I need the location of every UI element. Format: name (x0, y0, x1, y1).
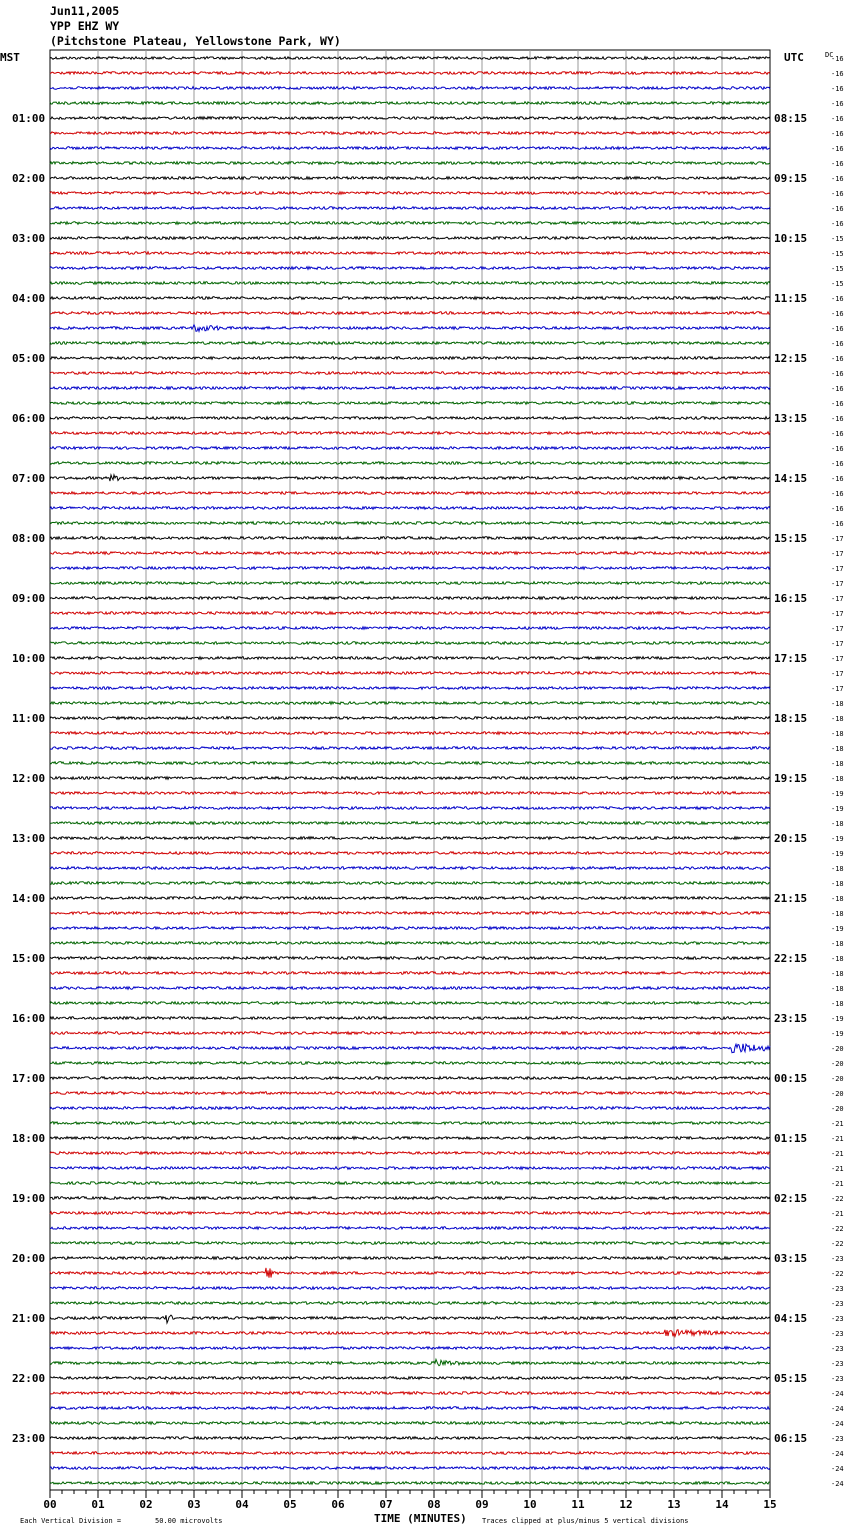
dc-offset-label: -15 (831, 265, 844, 273)
seismic-trace (50, 702, 770, 705)
dc-offset-label: -16 (831, 205, 844, 213)
dc-offset-label: -22 (831, 1270, 844, 1278)
dc-offset-label: -16 (831, 175, 844, 183)
mst-hour-label: 20:00 (12, 1252, 46, 1265)
dc-offset-label: -21 (831, 1165, 844, 1173)
utc-hour-label: 11:15 (774, 292, 808, 305)
dc-offset-label: -23 (831, 1375, 844, 1383)
dc-offset-labels (831, 55, 844, 1488)
mst-hour-labels (12, 112, 45, 1445)
dc-offset-label: -24 (831, 1420, 844, 1428)
dc-offset-label: -16 (831, 160, 844, 168)
dc-offset-label: -15 (831, 235, 844, 243)
seismic-trace (50, 282, 770, 285)
seismic-trace (50, 732, 770, 735)
seismic-trace (50, 1152, 770, 1155)
footer-scale-label: Each Vertical Division = (20, 1517, 122, 1525)
dc-offset-label: -16 (831, 115, 844, 123)
seismic-trace (50, 852, 770, 855)
x-tick-label: 08 (427, 1498, 441, 1511)
dc-offset-label: -16 (831, 325, 844, 333)
seismic-trace (50, 597, 770, 600)
dc-offset-label: -16 (831, 100, 844, 108)
x-tick-label: 15 (763, 1498, 777, 1511)
dc-offset-label: -24 (831, 1405, 844, 1413)
mst-hour-label: 18:00 (12, 1132, 46, 1145)
mst-hour-label: 05:00 (12, 352, 46, 365)
seismic-trace (50, 417, 770, 420)
seismic-trace (50, 1122, 770, 1125)
dc-offset-label: -23 (831, 1315, 844, 1323)
seismic-trace (50, 102, 770, 105)
x-tick-label: 01 (91, 1498, 105, 1511)
dc-offset-label: -18 (831, 955, 844, 963)
dc-offset-label: -16 (831, 355, 844, 363)
utc-hour-label: 23:15 (774, 1012, 808, 1025)
utc-hour-label: 05:15 (774, 1372, 808, 1385)
seismic-trace (50, 1377, 770, 1380)
dc-offset-label: -18 (831, 865, 844, 873)
dc-offset-label: -19 (831, 835, 844, 843)
dc-offset-label: -18 (831, 970, 844, 978)
utc-hour-label: 08:15 (774, 112, 808, 125)
mst-hour-label: 03:00 (12, 232, 46, 245)
seismic-trace (50, 507, 770, 510)
seismic-trace (50, 325, 770, 332)
dc-offset-label: -17 (831, 550, 844, 558)
seismic-trace (50, 957, 770, 960)
dc-offset-label: -16 (831, 445, 844, 453)
x-tick-label: 11 (571, 1498, 585, 1511)
dc-offset-label: -22 (831, 1195, 844, 1203)
dc-offset-label: -19 (831, 790, 844, 798)
dc-label: DC (825, 51, 834, 59)
seismic-trace (50, 462, 770, 465)
dc-offset-label: -18 (831, 760, 844, 768)
mst-hour-label: 09:00 (12, 592, 46, 605)
seismic-trace (50, 402, 770, 405)
x-tick-label: 07 (379, 1498, 393, 1511)
dc-offset-label: -23 (831, 1255, 844, 1263)
seismic-trace (50, 1002, 770, 1005)
seismic-trace (50, 1359, 770, 1365)
seismic-trace (50, 387, 770, 390)
dc-offset-label: -19 (831, 925, 844, 933)
seismic-trace (50, 1197, 770, 1200)
seismic-trace (50, 657, 770, 660)
dc-offset-label: -24 (831, 1390, 844, 1398)
dc-offset-label: -16 (831, 55, 844, 63)
dc-offset-label: -18 (831, 745, 844, 753)
mst-hour-label: 22:00 (12, 1372, 46, 1385)
mst-hour-label: 16:00 (12, 1012, 46, 1025)
utc-hour-labels (774, 112, 807, 1445)
dc-offset-label: -24 (831, 1465, 844, 1473)
dc-offset-label: -16 (831, 85, 844, 93)
seismic-trace (50, 537, 770, 540)
x-axis-title: TIME (MINUTES) (374, 1512, 467, 1525)
seismic-trace (50, 912, 770, 915)
dc-offset-label: -16 (831, 385, 844, 393)
x-axis (43, 1490, 776, 1511)
dc-offset-label: -18 (831, 1000, 844, 1008)
dc-offset-label: -16 (831, 505, 844, 513)
seismic-trace (50, 1407, 770, 1410)
mst-hour-label: 02:00 (12, 172, 46, 185)
dc-offset-label: -17 (831, 655, 844, 663)
seismic-trace (50, 207, 770, 210)
seismic-trace (50, 1182, 770, 1185)
utc-hour-label: 02:15 (774, 1192, 808, 1205)
dc-offset-label: -23 (831, 1330, 844, 1338)
dc-offset-label: -16 (831, 340, 844, 348)
seismic-trace (50, 867, 770, 870)
mst-hour-label: 14:00 (12, 892, 46, 905)
dc-offset-label: -18 (831, 730, 844, 738)
x-tick-label: 10 (523, 1498, 537, 1511)
seismic-trace (50, 312, 770, 315)
seismic-trace (50, 747, 770, 750)
seismic-trace (50, 582, 770, 585)
dc-offset-label: -17 (831, 580, 844, 588)
chart-date: Jun11,2005 (50, 4, 120, 18)
seismic-trace (50, 87, 770, 90)
seismic-trace (50, 1062, 770, 1065)
dc-offset-label: -17 (831, 535, 844, 543)
dc-offset-label: -19 (831, 850, 844, 858)
dc-offset-label: -18 (831, 700, 844, 708)
dc-offset-label: -17 (831, 670, 844, 678)
seismic-trace (50, 1107, 770, 1110)
dc-offset-label: -16 (831, 415, 844, 423)
seismic-trace (50, 117, 770, 120)
dc-offset-label: -17 (831, 610, 844, 618)
mst-hour-label: 07:00 (12, 472, 46, 485)
seismic-trace (50, 1257, 770, 1260)
seismic-trace (50, 252, 770, 255)
seismic-trace (50, 642, 770, 645)
seismic-trace (50, 1422, 770, 1425)
dc-offset-label: -16 (831, 295, 844, 303)
mst-hour-label: 04:00 (12, 292, 46, 305)
dc-offset-label: -16 (831, 490, 844, 498)
seismic-traces (50, 57, 770, 1485)
seismic-trace (50, 1137, 770, 1140)
utc-hour-label: 13:15 (774, 412, 808, 425)
seismic-trace (50, 927, 770, 930)
seismic-trace (50, 192, 770, 195)
seismic-trace (50, 237, 770, 240)
dc-offset-label: -19 (831, 1030, 844, 1038)
utc-hour-label: 09:15 (774, 172, 808, 185)
mst-hour-label: 12:00 (12, 772, 46, 785)
utc-hour-label: 19:15 (774, 772, 808, 785)
dc-offset-label: -20 (831, 1075, 844, 1083)
seismic-trace (50, 162, 770, 165)
mst-hour-label: 13:00 (12, 832, 46, 845)
dc-offset-label: -22 (831, 1240, 844, 1248)
dc-offset-label: -23 (831, 1435, 844, 1443)
dc-offset-label: -21 (831, 1180, 844, 1188)
seismic-trace (50, 612, 770, 615)
utc-hour-label: 18:15 (774, 712, 808, 725)
seismic-trace (50, 822, 770, 825)
seismic-trace (50, 492, 770, 495)
dc-offset-label: -24 (831, 1450, 844, 1458)
x-tick-label: 02 (139, 1498, 153, 1511)
seismic-trace (50, 1268, 770, 1278)
utc-hour-label: 15:15 (774, 532, 808, 545)
dc-offset-label: -18 (831, 820, 844, 828)
seismic-trace (50, 1032, 770, 1035)
seismic-trace (50, 672, 770, 675)
utc-hour-label: 12:15 (774, 352, 808, 365)
mst-hour-label: 19:00 (12, 1192, 46, 1205)
x-tick-label: 04 (235, 1498, 249, 1511)
seismic-trace (50, 372, 770, 375)
dc-offset-label: -21 (831, 1150, 844, 1158)
seismic-trace (50, 222, 770, 225)
seismic-trace (50, 1212, 770, 1215)
dc-offset-label: -23 (831, 1285, 844, 1293)
seismic-trace (50, 147, 770, 150)
mst-hour-label: 01:00 (12, 112, 46, 125)
dc-offset-label: -16 (831, 220, 844, 228)
mst-hour-label: 23:00 (12, 1432, 46, 1445)
utc-hour-label: 22:15 (774, 952, 808, 965)
dc-offset-label: -17 (831, 685, 844, 693)
dc-offset-label: -20 (831, 1060, 844, 1068)
mst-axis-label: MST (0, 51, 20, 64)
seismic-trace (50, 57, 770, 60)
dc-offset-label: -15 (831, 250, 844, 258)
seismic-trace (50, 1452, 770, 1455)
mst-hour-label: 15:00 (12, 952, 46, 965)
seismic-trace (50, 567, 770, 570)
x-tick-label: 06 (331, 1498, 345, 1511)
seismic-trace (50, 297, 770, 300)
seismic-trace (50, 432, 770, 435)
dc-offset-label: -21 (831, 1135, 844, 1143)
x-tick-label: 13 (667, 1498, 681, 1511)
seismic-trace (50, 1302, 770, 1305)
dc-offset-label: -17 (831, 625, 844, 633)
dc-offset-label: -20 (831, 1105, 844, 1113)
seismic-trace (50, 475, 770, 481)
seismic-trace (50, 1167, 770, 1170)
dc-offset-label: -16 (831, 460, 844, 468)
dc-offset-label: -17 (831, 565, 844, 573)
dc-offset-label: -21 (831, 1210, 844, 1218)
dc-offset-label: -16 (831, 130, 844, 138)
dc-offset-label: -22 (831, 1225, 844, 1233)
seismic-trace (50, 267, 770, 270)
dc-offset-label: -21 (831, 1120, 844, 1128)
station-location: (Pitchstone Plateau, Yellowstone Park, WY) (50, 34, 341, 48)
mst-hour-label: 21:00 (12, 1312, 46, 1325)
seismic-trace (50, 72, 770, 75)
dc-offset-label: -18 (831, 940, 844, 948)
dc-offset-label: -16 (831, 520, 844, 528)
seismic-trace (50, 627, 770, 630)
dc-offset-label: -23 (831, 1345, 844, 1353)
seismic-trace (50, 1017, 770, 1020)
seismic-trace (50, 342, 770, 345)
seismic-trace (50, 717, 770, 720)
x-tick-label: 03 (187, 1498, 201, 1511)
utc-axis-label: UTC (784, 51, 804, 64)
utc-hour-label: 04:15 (774, 1312, 808, 1325)
x-tick-label: 14 (715, 1498, 729, 1511)
seismic-trace (50, 987, 770, 990)
dc-offset-label: -20 (831, 1045, 844, 1053)
seismic-trace (50, 792, 770, 795)
dc-offset-label: -16 (831, 145, 844, 153)
seismic-trace (50, 807, 770, 810)
utc-hour-label: 00:15 (774, 1072, 808, 1085)
utc-hour-label: 03:15 (774, 1252, 808, 1265)
x-tick-label: 12 (619, 1498, 633, 1511)
dc-offset-label: -16 (831, 190, 844, 198)
mst-hour-label: 11:00 (12, 712, 46, 725)
mst-hour-label: 17:00 (12, 1072, 46, 1085)
dc-offset-label: -15 (831, 280, 844, 288)
seismic-trace (50, 522, 770, 525)
seismic-trace (50, 1467, 770, 1470)
dc-offset-label: -18 (831, 910, 844, 918)
x-tick-label: 00 (43, 1498, 57, 1511)
seismic-trace (50, 942, 770, 945)
seismic-trace (50, 357, 770, 360)
dc-offset-label: -18 (831, 985, 844, 993)
mst-hour-label: 06:00 (12, 412, 46, 425)
dc-offset-label: -19 (831, 805, 844, 813)
dc-offset-label: -16 (831, 370, 844, 378)
seismic-trace (50, 132, 770, 135)
seismic-trace (50, 687, 770, 690)
dc-offset-label: -23 (831, 1360, 844, 1368)
seismic-trace (50, 1315, 770, 1323)
dc-offset-label: -16 (831, 310, 844, 318)
utc-hour-label: 16:15 (774, 592, 808, 605)
seismic-trace (50, 1287, 770, 1290)
dc-offset-label: -16 (831, 70, 844, 78)
seismic-trace (50, 1482, 770, 1485)
seismic-trace (50, 1242, 770, 1245)
seismic-trace (50, 882, 770, 885)
seismic-trace (50, 1044, 770, 1053)
utc-hour-label: 21:15 (774, 892, 808, 905)
seismic-trace (50, 1330, 770, 1337)
dc-offset-label: -17 (831, 640, 844, 648)
dc-offset-label: -17 (831, 595, 844, 603)
utc-hour-label: 20:15 (774, 832, 808, 845)
seismic-trace (50, 1077, 770, 1080)
seismic-trace (50, 972, 770, 975)
dc-offset-label: -16 (831, 430, 844, 438)
seismic-trace (50, 777, 770, 780)
utc-hour-label: 06:15 (774, 1432, 808, 1445)
dc-offset-label: -18 (831, 715, 844, 723)
footer-scale-value: 50.00 microvolts (155, 1517, 223, 1525)
mst-hour-label: 10:00 (12, 652, 46, 665)
seismic-trace (50, 837, 770, 840)
utc-hour-label: 01:15 (774, 1132, 808, 1145)
seismic-trace (50, 897, 770, 900)
dc-offset-label: -20 (831, 1090, 844, 1098)
footer-clip-note: Traces clipped at plus/minus 5 vertical divisions (482, 1517, 689, 1525)
x-tick-label: 05 (283, 1498, 297, 1511)
mst-hour-label: 08:00 (12, 532, 46, 545)
seismic-trace (50, 1227, 770, 1230)
seismic-trace (50, 1392, 770, 1395)
dc-offset-label: -24 (831, 1480, 844, 1488)
utc-hour-label: 17:15 (774, 652, 808, 665)
x-tick-label: 09 (475, 1498, 489, 1511)
seismic-trace (50, 1092, 770, 1095)
dc-offset-label: -18 (831, 895, 844, 903)
seismic-trace (50, 177, 770, 180)
dc-offset-label: -16 (831, 475, 844, 483)
station-name: YPP EHZ WY (50, 19, 120, 33)
dc-offset-label: -23 (831, 1300, 844, 1308)
dc-offset-label: -18 (831, 880, 844, 888)
seismic-trace (50, 552, 770, 555)
seismic-trace (50, 762, 770, 765)
dc-offset-label: -18 (831, 775, 844, 783)
utc-hour-label: 10:15 (774, 232, 808, 245)
dc-offset-label: -19 (831, 1015, 844, 1023)
dc-offset-label: -16 (831, 400, 844, 408)
seismic-trace (50, 447, 770, 450)
seismic-trace (50, 1347, 770, 1350)
utc-hour-label: 14:15 (774, 472, 808, 485)
seismic-trace (50, 1437, 770, 1440)
